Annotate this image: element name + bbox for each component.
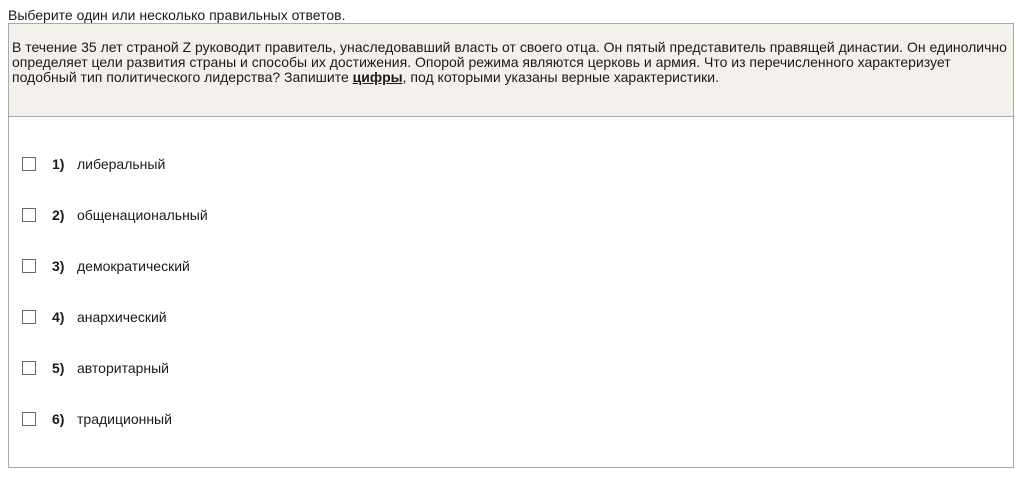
checkbox-1[interactable] (22, 157, 36, 171)
option-number-5: 5) (52, 360, 65, 376)
option-label-3: демократический (77, 258, 190, 274)
option-label-2: общенациональный (77, 207, 208, 223)
option-number-1: 1) (52, 156, 65, 172)
checkbox-5[interactable] (22, 361, 36, 375)
option-label-4: анархический (77, 309, 167, 325)
option-number-2: 2) (52, 207, 65, 223)
answer-option-2[interactable] (22, 205, 208, 225)
answer-option-5[interactable] (22, 358, 169, 378)
question-box (8, 23, 1014, 468)
option-number-3: 3) (52, 258, 65, 274)
question-text-after: , под которыми указаны верные характеристики. (402, 69, 719, 85)
question-text (9, 24, 1013, 117)
option-label-1: либеральный (77, 156, 166, 172)
answer-option-3[interactable] (22, 256, 190, 276)
checkbox-6[interactable] (22, 412, 36, 426)
option-number-4: 4) (52, 309, 65, 325)
option-number-6: 6) (52, 411, 65, 427)
option-label-6: традиционный (77, 411, 172, 427)
answer-option-6[interactable] (22, 409, 172, 429)
checkbox-2[interactable] (22, 208, 36, 222)
option-label-5: авторитарный (77, 360, 170, 376)
checkbox-4[interactable] (22, 310, 36, 324)
checkbox-3[interactable] (22, 259, 36, 273)
question-text-before: В течение 35 лет страной Z руководит правитель, унаследовавший власть от своего отца. Он пятый представитель правящей династии. Он единолично определяет цели развития страны и способы их достижения. Опорой режима являются церковь и армия. Что из перечисленного характеризует подобный тип политического лидерства? Запишите (12, 39, 1007, 85)
answer-option-1[interactable] (22, 154, 165, 174)
question-emphasis: цифры (352, 69, 403, 85)
answer-option-4[interactable] (22, 307, 167, 327)
instruction-text: Выберите один или несколько правильных ответов. (8, 7, 346, 23)
